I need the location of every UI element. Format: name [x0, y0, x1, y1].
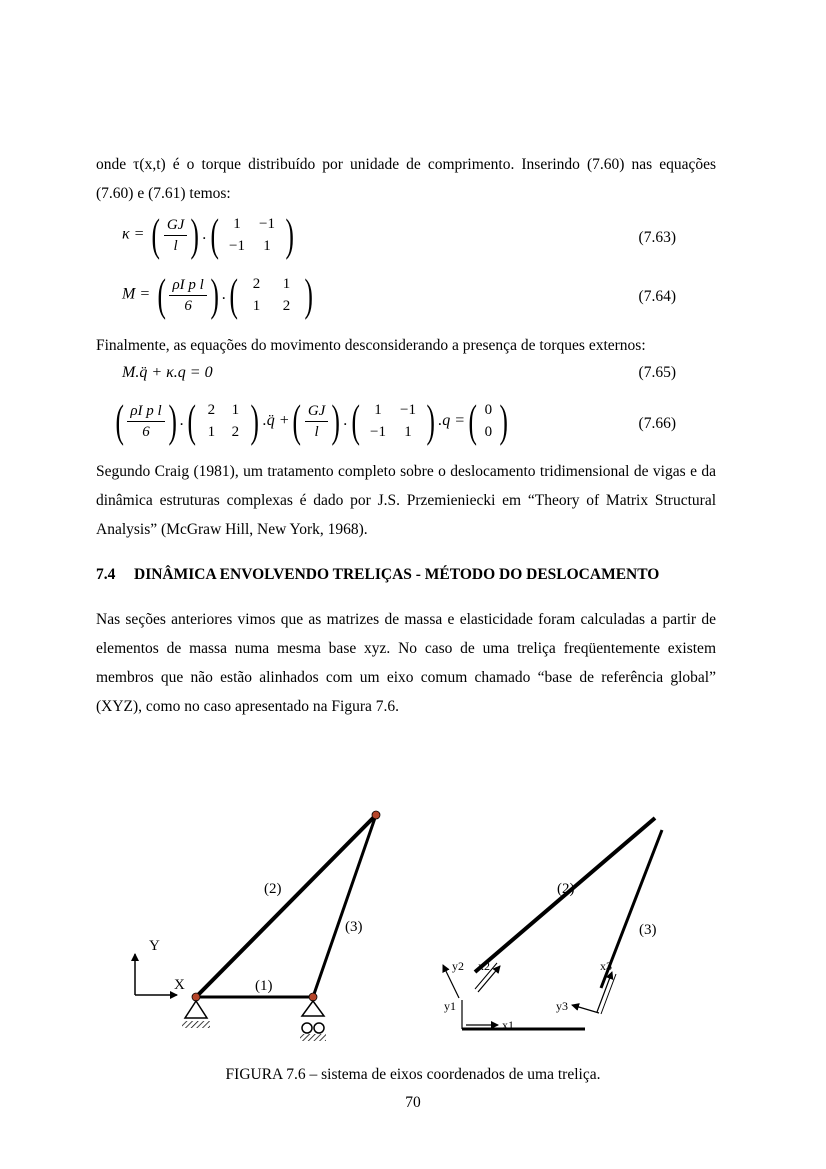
paragraph-4: Nas seções anteriores vimos que as matrizes de massa e elasticidade foram calculadas a partir de elementos de massa numa mesma base xyz. No caso de uma treliça freqüentemente existem membros que não estão alinhados com um eixo comum chamado “base de referência global” (XYZ), como no caso apresentado na Figura 7.6. — [96, 611, 716, 715]
eq66-matrix-2 — [363, 399, 423, 443]
member-3-line — [313, 815, 376, 997]
section-heading — [96, 566, 659, 584]
equation-7-63: κ = ( $\frac{GJ}{l}$ ) . ( 1 −1 −1 1 ) (7.63) — [122, 209, 676, 260]
member-3-label-exploded: (3) — [639, 922, 657, 938]
figure-caption: FIGURA 7.6 – sistema de eixos coordenados de uma treliça. — [225, 1066, 601, 1083]
eq64-fraction — [169, 275, 206, 316]
eq66-frac1-num: ρI p l — [127, 401, 164, 422]
paragraph-1: onde τ(x,t) é o torque distribuído por unidade de comprimento. Inserindo (7.60) nas equações (7.60) e (7.61) temos: — [96, 156, 716, 202]
eq63-lhs: κ = — [122, 225, 145, 243]
paragraph-2: Finalmente, as equações do movimento desconsiderando a presença de torques externos: — [96, 337, 646, 354]
pinned-support — [182, 1001, 210, 1028]
section-title: DINÂMICA ENVOLVENDO TRELIÇAS - MÉTODO DO DESLOCAMENTO — [134, 566, 660, 583]
matrix-cell: −1 — [399, 402, 416, 418]
eq64-lhs: M = — [122, 285, 151, 303]
eq63-matrix — [222, 213, 282, 257]
eq64-number: (7.64) — [638, 288, 676, 305]
matrix-cell: −1 — [258, 216, 275, 232]
eq66-frac2-den: l — [314, 423, 319, 440]
eq66-vector — [480, 399, 496, 443]
eq65-expr: M.q̈ + κ.q = 0 — [122, 364, 213, 381]
member-1-label: (1) — [255, 978, 273, 994]
joint-top — [372, 811, 380, 819]
matrix-cell: 1 — [374, 402, 382, 418]
matrix-cell: 1 — [233, 216, 241, 232]
truss-figure — [0, 800, 826, 1060]
member-3-label: (3) — [345, 919, 363, 935]
local-y2-label: y2 — [452, 959, 464, 973]
section-number: 7.4 — [96, 566, 116, 583]
matrix-cell: 2 — [231, 424, 240, 440]
eq66-end: .q = — [438, 412, 466, 429]
eq63-frac-num: GJ — [164, 215, 188, 236]
local-x2-label: x2 — [478, 959, 490, 973]
local-y1-label: y1 — [444, 999, 456, 1013]
eq66-mid: .q̈ + — [262, 412, 290, 429]
matrix-cell: 1 — [282, 276, 291, 292]
eq64-frac-den: 6 — [184, 297, 192, 314]
equation-7-65 — [96, 364, 716, 390]
eq64-matrix — [241, 273, 301, 317]
matrix-cell: 1 — [252, 298, 261, 314]
matrix-cell: −1 — [369, 424, 386, 440]
local-x1-label: x1 — [502, 1018, 514, 1032]
matrix-cell: 1 — [263, 238, 271, 254]
equation-7-64: M = ( $\frac{\text{ρI p l}}{6}$ ) . ( 2 1 1 2 ) (7.64) — [122, 269, 676, 320]
left-truss — [135, 811, 380, 1041]
local-x3-label: x3 — [600, 959, 612, 973]
matrix-cell: 1 — [207, 424, 216, 440]
matrix-cell: 1 — [231, 402, 240, 418]
vector-cell: 0 — [484, 424, 493, 440]
equation-7-66: ( $\frac{\text{ρI p l}}{6}$ ) . ( 2 1 1 2 ) .q̈ + ( $\frac{GJ}{l}$ ) . ( 1 −1 −1 1 ) .q = ( 0 0 ) (7.66) — [115, 395, 676, 446]
eq63-number: (7.63) — [638, 229, 676, 246]
eq64-frac-num: ρI p l — [169, 275, 206, 296]
page-number: 70 — [405, 1094, 421, 1111]
matrix-cell: 2 — [207, 402, 216, 418]
eq65-number: (7.65) — [638, 364, 676, 381]
eq66-matrix-1 — [199, 399, 247, 443]
member-2-line — [196, 815, 376, 997]
matrix-cell: −1 — [228, 238, 245, 254]
global-y-label: Y — [149, 938, 160, 954]
eq66-number: (7.66) — [638, 415, 676, 432]
member-2-label-exploded: (2) — [557, 881, 575, 897]
eq63-fraction — [164, 215, 188, 256]
right-truss — [443, 818, 662, 1032]
eq66-fraction-2 — [305, 401, 329, 442]
eq66-frac2-num: GJ — [305, 401, 329, 422]
matrix-cell: 2 — [282, 298, 291, 314]
local-y3-axis — [572, 1005, 599, 1013]
paragraph-3: Segundo Craig (1981), um tratamento completo sobre o deslocamento tridimensional de vigas e da dinâmica estruturas complexas é dado por J.S. Przemieniecki em “Theory of Matrix Structural Analysis” (McGraw Hill, New York, 1968). — [96, 463, 716, 538]
eq66-frac1-den: 6 — [142, 423, 150, 440]
vector-cell: 0 — [484, 402, 493, 418]
member-2-label: (2) — [264, 881, 282, 897]
matrix-cell: 2 — [252, 276, 261, 292]
eq66-fraction-1 — [127, 401, 164, 442]
roller-support — [300, 1001, 326, 1041]
matrix-cell: 1 — [404, 424, 412, 440]
eq63-frac-den: l — [173, 237, 178, 254]
global-x-label: X — [174, 977, 185, 993]
local-y3-label: y3 — [556, 999, 568, 1013]
